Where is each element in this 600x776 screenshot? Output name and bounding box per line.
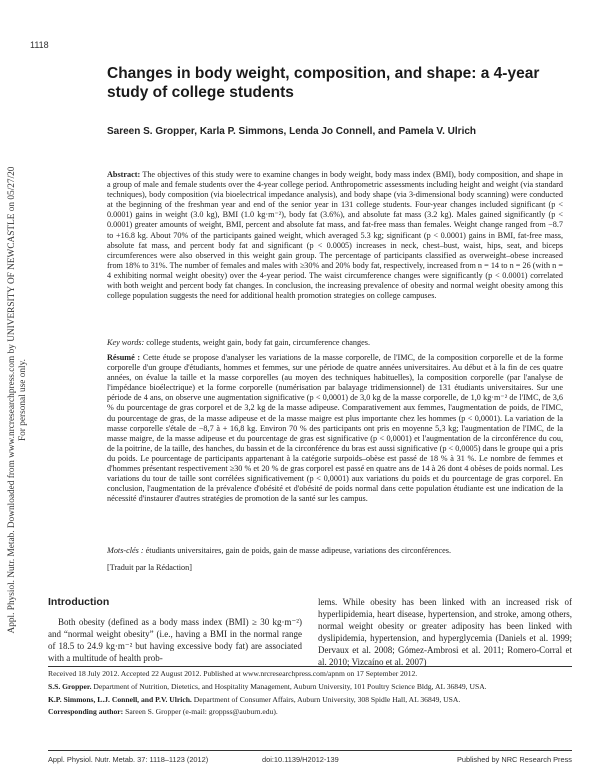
affiliation-others-name: K.P. Simmons, L.J. Connell, and P.V. Ulrich. xyxy=(48,694,192,704)
affiliation-gropper-name: S.S. Gropper. xyxy=(48,681,92,691)
footer-doi: doi:10.1139/H2012-139 xyxy=(262,755,339,764)
resume-text: Cette étude se propose d'analyser les variations de la masse corporelle, de l'IMC, de la composition corporelle et de la forme corporelle d'un groupe d'étudiants, hommes et femmes, sur une période de quatre années universitaires. Au début et à la fin de ces quatre années, on évalue la taille et la masse corporelles (au moyen des techniques habituelles), la composition corporelle (par l'analyse de l'impédance bioélectrique) et la forme corporelle (numérisation par balayage tridimensionnel) de 131 étudiants universitaires. Sur une période de 4 ans, on observe une augmentation significative (p < 0,0001) de 3,0 kg de la masse corporelle, de 1,0 kg·m⁻² de l'IMC, de 3,6 % du pourcentage de gras corporel et de 3,2 kg de la masse adipeuse. Comparativement aux femmes, l'augmentation de poids, de l'IMC, du pourcentage de gras, de la masse adipeuse et de la masse maigre est plus importante chez les hommes (p < 0,0001). La variation de la masse corporelle s'étale de −8,7 à + 16,8 kg. Environ 70 % des participants ont pris en moyenne 5,3 kg; l'augmentation de l'IMC, de la masse maigre, de la masse adipeuse et du pourcentage de gras est significative (p < 0,0001) et l'augmentation de la circonférence du cou, de la poitrine, de la taille, des hanches, du bassin et de la circonférence du bras est aussi significative (p < 0,0005) dans le groupe qui a pris du poids. Le pourcentage de participants appartenant à la catégorie surpoids–obèse est passé de 18 % à 31 %. Le nombre de femmes et d'hommes présentant respectivement ≥30 % et 20 % de gras corporel est passé en quatre ans de 14 à 26 dont 4 obèses de poids normal. Les variations du tour de taille sont corrélées significativement (p < 0,0001) aux variations du poids et du pourcentage de gras corporel. En conclusion, l'augmentation de la prévalence d'obésité et d'obésité de poids normal dans cette population étudiante est une indication de la nécessité d'instaurer d'autres stratégies de promotion de la santé sur les campus. xyxy=(107,353,564,504)
article-title: Changes in body weight, composition, and shape: a 4-year study of college students xyxy=(107,65,540,101)
footnote-divider xyxy=(48,666,572,667)
abstract-text: The objectives of this study were to examine changes in body weight, body mass index (BMI), body composition, and shape in a group of male and female students over the 4-year college period. Anthropometric assessments including height and weight (via standard techniques), body composition (via bioelectrical impedance analysis), and body shape (via 3-dimensional body scanning) were conducted at the beginning of the freshman year and end of the senior year in 131 college students. Four-year changes included significant (p < 0.0001) gains in weight (3.0 kg), BMI (1.0 kg·m⁻²), body fat (3.6%), and absolute fat mass (3.2 kg). Males gained significantly (p < 0.0001) greater amounts of weight, BMI, percent and absolute fat mass, and fat-free mass than females. Weight change ranged from −8.7 to +16.8 kg. About 70% of the participants gained weight, which averaged 5.3 kg; significant (p < 0.0001) gains in BMI, fat-free mass, absolute fat mass, and percent body fat and significant (p < 0.0005) increases in neck, chest–bust, waist, hips, seat, and biceps circumferences were also observed in this weight gain group. The percentage of participants classified as overweight–obese increased from 18% to 31%. The number of females and males with ≥30% and 20% body fat, respectively, increased from n = 14 to n = 26 (with n = 4 exhibiting normal weight obesity) over the 4-year period. The waist circumference changes were significantly (p < 0.0001) correlated with both weight and percent body fat changes. In conclusion, the increasing prevalence of obesity and normal weight obesity among this college population suggests the need for additional health promotion strategies on college campuses. xyxy=(107,170,563,301)
download-note xyxy=(2,120,34,680)
mots-cles-text: étudiants universitaires, gain de poids, gain de masse adipeuse, variations des circonférences. xyxy=(145,546,451,555)
introduction-column-1 xyxy=(48,616,302,664)
download-note-line1: Appl. Physiol. Nutr. Metab. Downloaded from www.nrcresearchpress.com by UNIVERSITY OF NEWCASTLE on 05/27/20 xyxy=(7,166,17,634)
affiliation-others xyxy=(48,695,572,705)
mots-cles-label: Mots-clés : xyxy=(107,546,144,555)
footnotes xyxy=(48,669,572,720)
corresponding-author xyxy=(48,707,572,717)
resume xyxy=(107,353,563,504)
introduction-heading: Introduction xyxy=(48,596,110,608)
mots-cles xyxy=(107,546,563,556)
affiliation-others-text: Department of Consumer Affairs, Auburn University, 308 Spidle Hall, AL 36849, USA. xyxy=(193,694,461,704)
footer-journal: Appl. Physiol. Nutr. Metab. 37: 1118–1123 (2012) xyxy=(48,755,209,764)
footer-divider xyxy=(48,750,572,751)
abstract-label: Abstract: xyxy=(107,170,141,179)
received-line: Received 18 July 2012. Accepted 22 August 2012. Published at www.nrcresearchpress.com/apnm on 17 September 2012. xyxy=(48,669,418,678)
abstract xyxy=(107,170,563,301)
affiliation-gropper-text: Department of Nutrition, Dietetics, and Hospitality Management, Auburn University, 101 Poultry Science Bldg, AL 36849, USA. xyxy=(93,681,487,691)
page-number: 1118 xyxy=(30,40,49,50)
keywords xyxy=(107,338,563,348)
corresponding-author-label: Corresponding author: xyxy=(48,707,124,717)
affiliation-gropper xyxy=(48,682,572,692)
corresponding-author-text: Sareen S. Gropper (e-mail: groppss@auburn.edu). xyxy=(125,707,278,717)
footer-publisher: Published by NRC Research Press xyxy=(456,755,572,764)
resume-label: Résumé : xyxy=(107,353,141,362)
translation-note: [Traduit par la Rédaction] xyxy=(107,563,192,572)
keywords-label: Key words: xyxy=(107,338,145,347)
author-list: Sareen S. Gropper, Karla P. Simmons, Lenda Jo Connell, and Pamela V. Ulrich xyxy=(107,126,477,137)
introduction-col1-text: Both obesity (defined as a body mass index (BMI) ≥ 30 kg·m⁻²) and “normal weight obesity” (i.e., having a BMI in the normal range of 18.5 to 24.9 kg·m⁻² but having excessive body fat) are associated with a multitude of health prob- xyxy=(48,617,302,663)
download-note-line2: For personal use only. xyxy=(18,358,28,442)
keywords-text: college students, weight gain, body fat gain, circumference changes. xyxy=(146,338,370,347)
introduction-column-2: lems. While obesity has been linked with an increased risk of hyperlipidemia, heart disease, hypertension, and stroke, among others, normal weight obesity or greater adiposity has been linked with dyslipidemia, hypertension, and hyperglycemia (Daniels et al. 1999; Dervaux et al. 2008; Gómez-Ambrosi et al. 2011; Romero-Corral et al. 2010; Vizcaíno et al. 2007) xyxy=(318,597,572,667)
